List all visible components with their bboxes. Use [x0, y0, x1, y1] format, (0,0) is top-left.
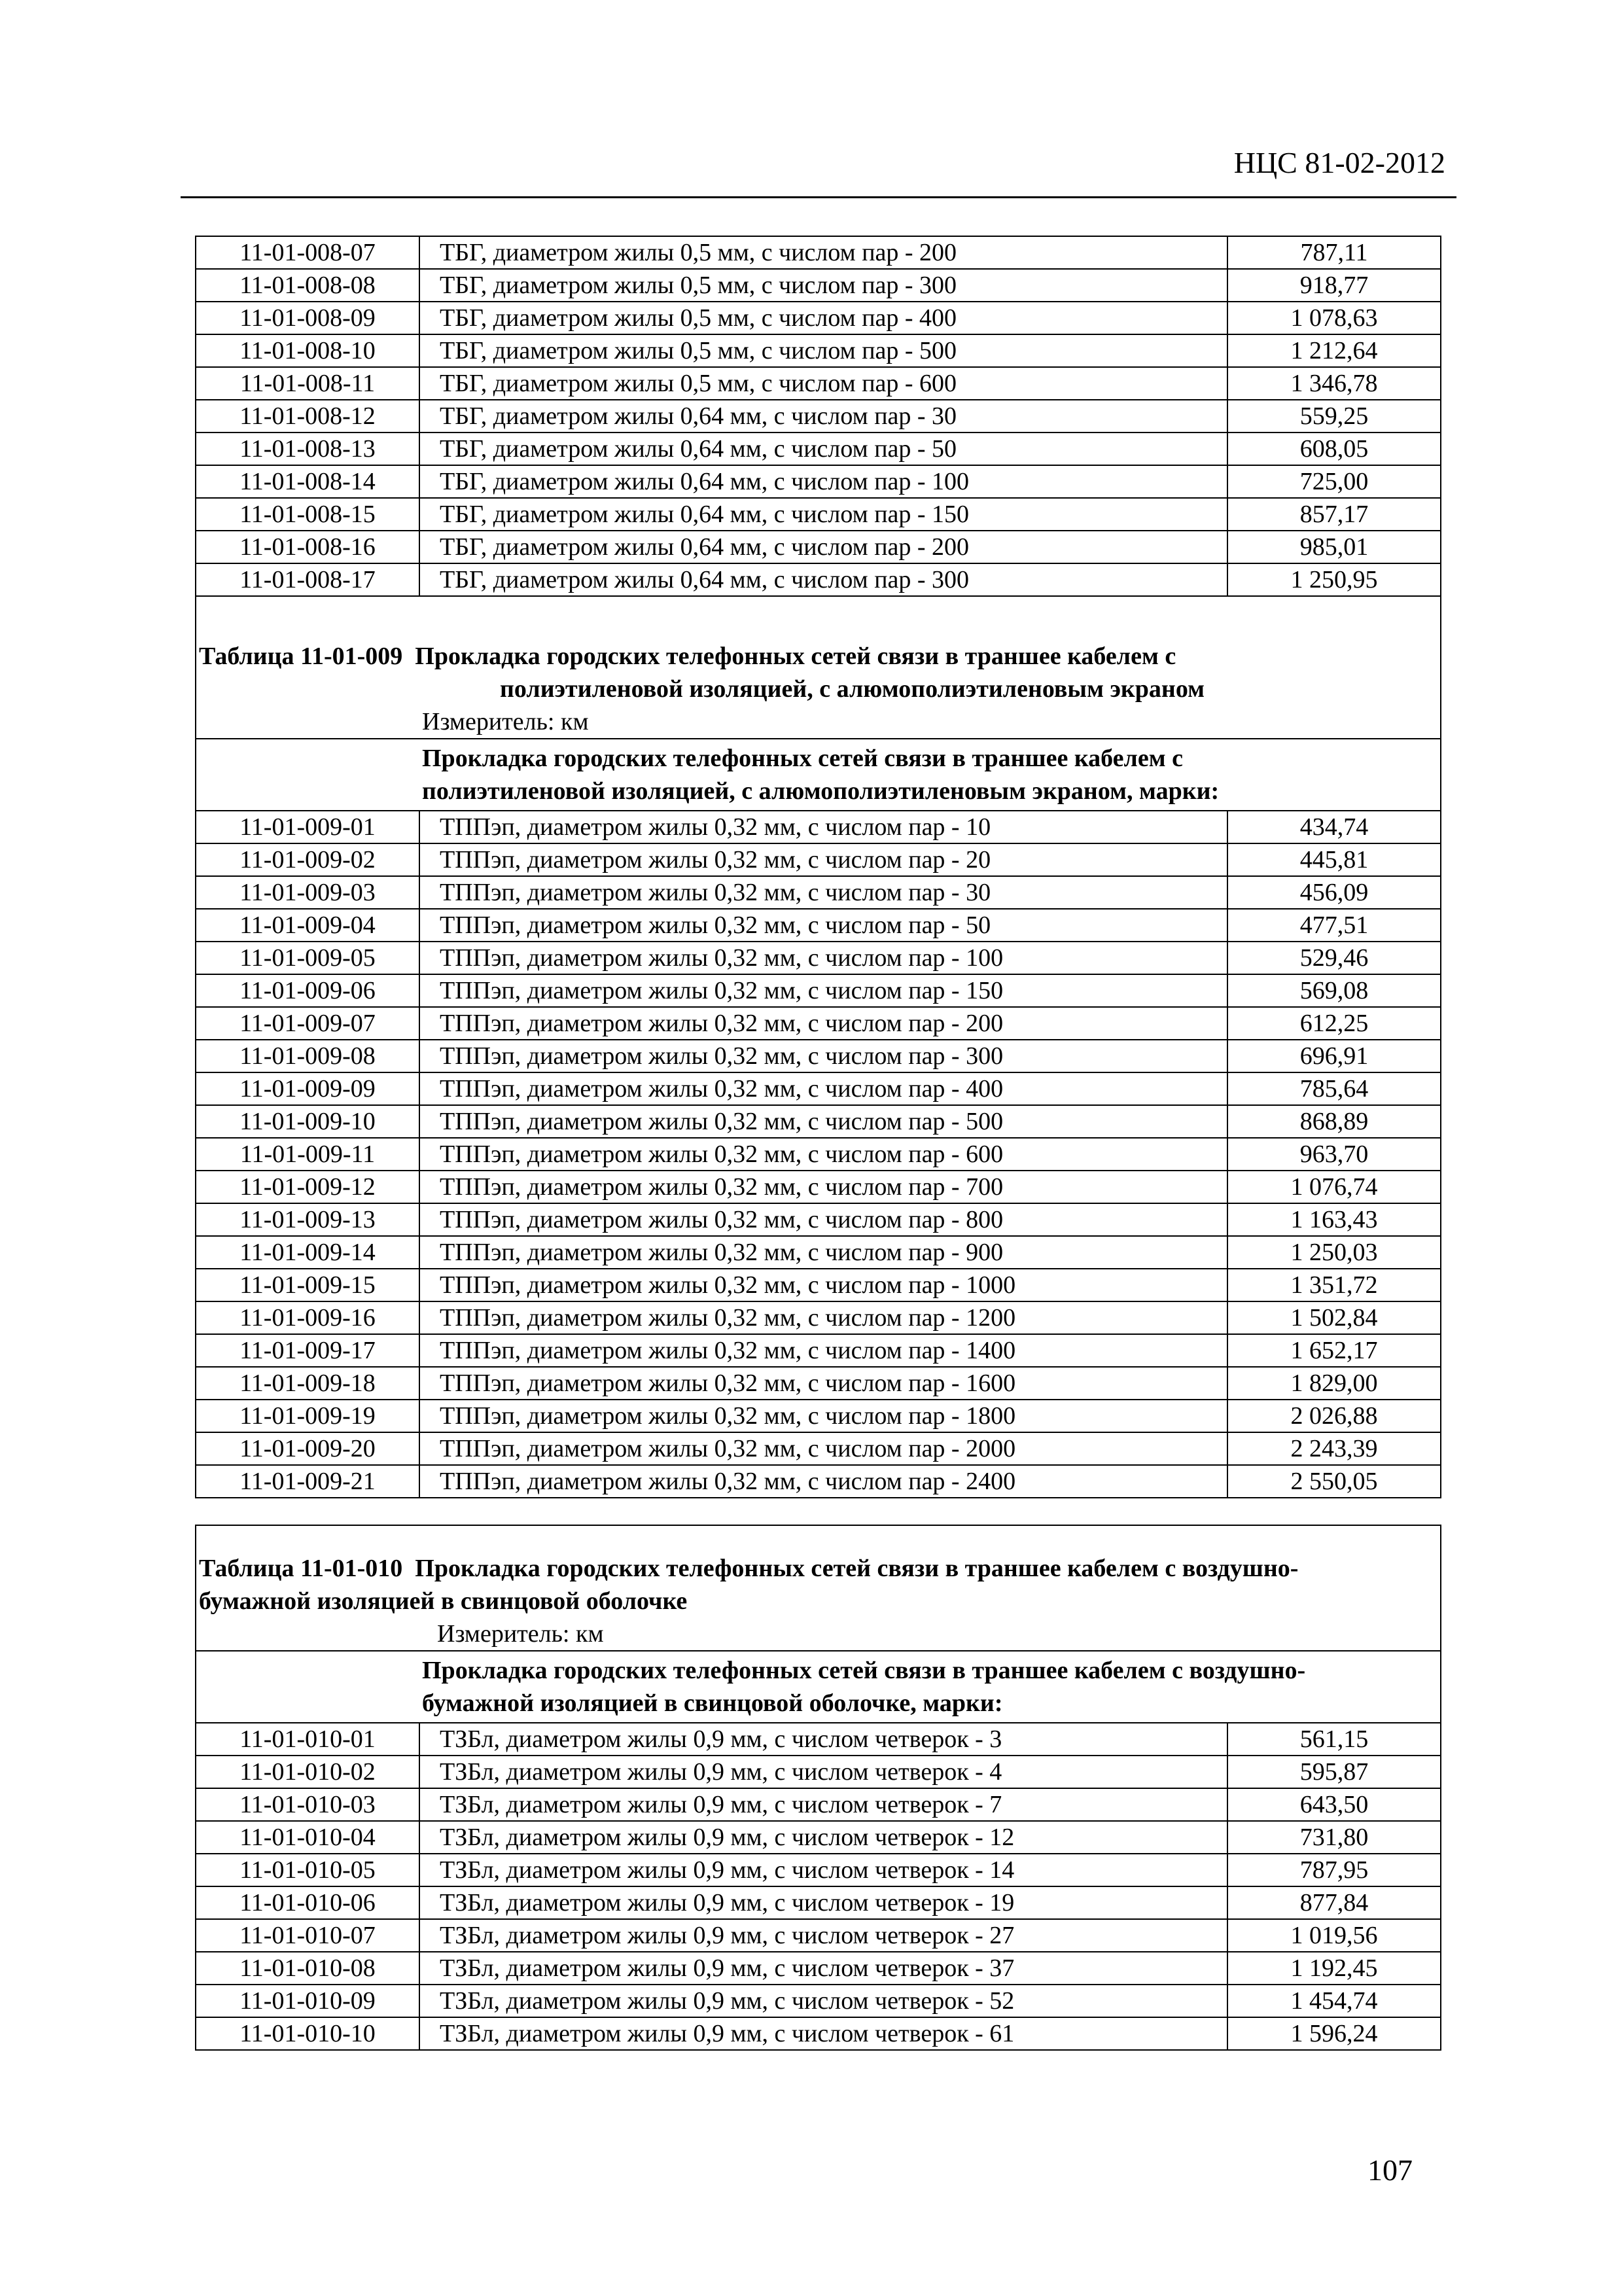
- price-table-008-009: [195, 236, 1441, 1498]
- row-code: 11-01-009-15: [196, 1269, 419, 1301]
- row-description: ТППэп, диаметром жилы 0,32 мм, с числом пар - 1400: [419, 1334, 1227, 1367]
- row-price: 725,00: [1227, 465, 1441, 498]
- table-010-group-line2: бумажной изоляцией в свинцовой оболочке, марки:: [422, 1689, 1003, 1717]
- row-description: ТППэп, диаметром жилы 0,32 мм, с числом пар - 2400: [419, 1465, 1227, 1498]
- table-row: [196, 1367, 1441, 1400]
- row-code: 11-01-010-05: [196, 1854, 419, 1886]
- row-price: 608,05: [1227, 433, 1441, 465]
- row-description: ТППэп, диаметром жилы 0,32 мм, с числом пар - 1800: [419, 1400, 1227, 1432]
- row-code: 11-01-009-01: [196, 811, 419, 843]
- row-price: 1 454,74: [1227, 1985, 1441, 2017]
- row-description: ТППэп, диаметром жилы 0,32 мм, с числом пар - 400: [419, 1072, 1227, 1105]
- row-code: 11-01-009-06: [196, 974, 419, 1007]
- table-010-title-line1: Прокладка городских телефонных сетей связи в траншее кабелем с воздушно-: [415, 1555, 1299, 1582]
- row-description: ТБГ, диаметром жилы 0,64 мм, с числом пар - 300: [419, 563, 1227, 596]
- row-description: ТБГ, диаметром жилы 0,64 мм, с числом пар - 100: [419, 465, 1227, 498]
- table-010-measure-row: [196, 1617, 1441, 1651]
- row-code: 11-01-008-11: [196, 367, 419, 400]
- row-description: ТБГ, диаметром жилы 0,5 мм, с числом пар - 200: [419, 236, 1227, 269]
- row-description: ТБГ, диаметром жилы 0,5 мм, с числом пар - 300: [419, 269, 1227, 302]
- table-row: [196, 1854, 1441, 1886]
- row-code: 11-01-010-02: [196, 1756, 419, 1788]
- row-price: 2 243,39: [1227, 1432, 1441, 1465]
- row-description: ТППэп, диаметром жилы 0,32 мм, с числом пар - 150: [419, 974, 1227, 1007]
- table-row: [196, 2017, 1441, 2050]
- table-row: [196, 811, 1441, 843]
- row-description: ТППэп, диаметром жилы 0,32 мм, с числом пар - 100: [419, 942, 1227, 974]
- row-code: 11-01-009-21: [196, 1465, 419, 1498]
- table-row: [196, 876, 1441, 909]
- row-code: 11-01-010-10: [196, 2017, 419, 2050]
- row-price: 1 250,03: [1227, 1236, 1441, 1269]
- table-009-group-row: [196, 739, 1441, 811]
- row-price: 1 652,17: [1227, 1334, 1441, 1367]
- document-code: НЦС 81-02-2012: [1233, 146, 1445, 179]
- table-row: [196, 334, 1441, 367]
- row-price: 1 351,72: [1227, 1269, 1441, 1301]
- table-row: [196, 1821, 1441, 1854]
- table-010-group-header: [196, 1651, 1441, 1723]
- table-009-group-line2: полиэтиленовой изоляцией, с алюмополиэтиленовым экраном, марки:: [422, 777, 1220, 805]
- row-description: ТЗБл, диаметром жилы 0,9 мм, с числом четверок - 4: [419, 1756, 1227, 1788]
- row-code: 11-01-009-10: [196, 1105, 419, 1138]
- row-description: ТППэп, диаметром жилы 0,32 мм, с числом пар - 700: [419, 1171, 1227, 1203]
- table-row: [196, 909, 1441, 942]
- row-description: ТППэп, диаметром жилы 0,32 мм, с числом пар - 50: [419, 909, 1227, 942]
- row-description: ТБГ, диаметром жилы 0,5 мм, с числом пар - 600: [419, 367, 1227, 400]
- row-price: 1 212,64: [1227, 334, 1441, 367]
- table-row: [196, 1919, 1441, 1952]
- table-row: [196, 531, 1441, 563]
- row-description: ТППэп, диаметром жилы 0,32 мм, с числом пар - 900: [419, 1236, 1227, 1269]
- row-code: 11-01-008-16: [196, 531, 419, 563]
- row-code: 11-01-009-11: [196, 1138, 419, 1171]
- row-price: 1 250,95: [1227, 563, 1441, 596]
- table-009-title-row: [196, 628, 1441, 705]
- table-row: [196, 1269, 1441, 1301]
- row-price: 2 550,05: [1227, 1465, 1441, 1498]
- table-row: [196, 1040, 1441, 1072]
- row-code: 11-01-009-19: [196, 1400, 419, 1432]
- row-code: 11-01-009-14: [196, 1236, 419, 1269]
- table-008-body: [196, 236, 1441, 596]
- row-price: 985,01: [1227, 531, 1441, 563]
- row-price: 456,09: [1227, 876, 1441, 909]
- row-description: ТЗБл, диаметром жилы 0,9 мм, с числом четверок - 12: [419, 1821, 1227, 1854]
- row-code: 11-01-009-02: [196, 843, 419, 876]
- table-row: [196, 465, 1441, 498]
- table-row: [196, 1400, 1441, 1432]
- table-row: [196, 1952, 1441, 1985]
- table-010-title-row: [196, 1552, 1441, 1617]
- row-code: 11-01-009-08: [196, 1040, 419, 1072]
- row-description: ТППэп, диаметром жилы 0,32 мм, с числом пар - 800: [419, 1203, 1227, 1236]
- row-description: ТППэп, диаметром жилы 0,32 мм, с числом пар - 1600: [419, 1367, 1227, 1400]
- row-description: ТБГ, диаметром жилы 0,64 мм, с числом пар - 200: [419, 531, 1227, 563]
- row-code: 11-01-009-09: [196, 1072, 419, 1105]
- table-row: [196, 269, 1441, 302]
- row-price: 787,95: [1227, 1854, 1441, 1886]
- table-row: [196, 1203, 1441, 1236]
- row-description: ТППэп, диаметром жилы 0,32 мм, с числом пар - 1200: [419, 1301, 1227, 1334]
- table-row: [196, 236, 1441, 269]
- row-description: ТБГ, диаметром жилы 0,5 мм, с числом пар - 500: [419, 334, 1227, 367]
- header-rule: [181, 196, 1456, 198]
- table-009-measure: Измеритель: км: [196, 705, 1441, 739]
- table-009-measure-row: [196, 705, 1441, 739]
- table-row: [196, 1007, 1441, 1040]
- row-code: 11-01-008-15: [196, 498, 419, 531]
- table-row: [196, 1105, 1441, 1138]
- row-code: 11-01-009-03: [196, 876, 419, 909]
- row-description: ТЗБл, диаметром жилы 0,9 мм, с числом четверок - 14: [419, 1854, 1227, 1886]
- row-description: ТЗБл, диаметром жилы 0,9 мм, с числом четверок - 27: [419, 1919, 1227, 1952]
- row-code: 11-01-010-01: [196, 1723, 419, 1756]
- table-row: [196, 1723, 1441, 1756]
- row-code: 11-01-009-20: [196, 1432, 419, 1465]
- table-row: [196, 1886, 1441, 1919]
- row-description: ТППэп, диаметром жилы 0,32 мм, с числом пар - 500: [419, 1105, 1227, 1138]
- table-row: [196, 974, 1441, 1007]
- row-code: 11-01-009-12: [196, 1171, 419, 1203]
- row-code: 11-01-008-07: [196, 236, 419, 269]
- table-row: [196, 942, 1441, 974]
- table-009-spacer-row: [196, 596, 1441, 628]
- row-price: 857,17: [1227, 498, 1441, 531]
- row-code: 11-01-009-05: [196, 942, 419, 974]
- table-009-group-header: [196, 739, 1441, 811]
- row-code: 11-01-008-12: [196, 400, 419, 433]
- row-price: 696,91: [1227, 1040, 1441, 1072]
- row-description: ТЗБл, диаметром жилы 0,9 мм, с числом четверок - 7: [419, 1788, 1227, 1821]
- row-code: 11-01-008-08: [196, 269, 419, 302]
- row-price: 918,77: [1227, 269, 1441, 302]
- row-description: ТБГ, диаметром жилы 0,64 мм, с числом пар - 150: [419, 498, 1227, 531]
- table-row: [196, 843, 1441, 876]
- row-code: 11-01-009-17: [196, 1334, 419, 1367]
- row-price: 612,25: [1227, 1007, 1441, 1040]
- table-010-measure: Измеритель: км: [196, 1617, 1441, 1651]
- row-code: 11-01-010-04: [196, 1821, 419, 1854]
- row-price: 731,80: [1227, 1821, 1441, 1854]
- row-price: 1 019,56: [1227, 1919, 1441, 1952]
- table-row: [196, 1788, 1441, 1821]
- table-010-label: Таблица 11-01-010: [199, 1555, 403, 1582]
- row-description: ТППэп, диаметром жилы 0,32 мм, с числом пар - 20: [419, 843, 1227, 876]
- row-price: 569,08: [1227, 974, 1441, 1007]
- row-price: 643,50: [1227, 1788, 1441, 1821]
- row-description: ТЗБл, диаметром жилы 0,9 мм, с числом четверок - 61: [419, 2017, 1227, 2050]
- row-description: ТБГ, диаметром жилы 0,5 мм, с числом пар - 400: [419, 302, 1227, 334]
- table-row: [196, 498, 1441, 531]
- row-code: 11-01-009-18: [196, 1367, 419, 1400]
- row-code: 11-01-009-07: [196, 1007, 419, 1040]
- table-009-body: [196, 811, 1441, 1498]
- row-price: 445,81: [1227, 843, 1441, 876]
- row-code: 11-01-009-13: [196, 1203, 419, 1236]
- table-010-section: [196, 1525, 1441, 1723]
- row-price: 787,11: [1227, 236, 1441, 269]
- row-price: 595,87: [1227, 1756, 1441, 1788]
- page-number: 107: [1367, 2153, 1413, 2187]
- table-row: [196, 563, 1441, 596]
- table-009-group-line1: Прокладка городских телефонных сетей связи в траншее кабелем с: [422, 745, 1183, 772]
- row-code: 11-01-009-04: [196, 909, 419, 942]
- row-price: 1 829,00: [1227, 1367, 1441, 1400]
- row-price: 529,46: [1227, 942, 1441, 974]
- table-row: [196, 1985, 1441, 2017]
- row-description: ТЗБл, диаметром жилы 0,9 мм, с числом четверок - 3: [419, 1723, 1227, 1756]
- table-row: [196, 1432, 1441, 1465]
- table-row: [196, 1334, 1441, 1367]
- row-price: 1 502,84: [1227, 1301, 1441, 1334]
- table-010-title-line2: бумажной изоляцией в свинцовой оболочке: [199, 1587, 688, 1615]
- table-row: [196, 367, 1441, 400]
- row-code: 11-01-008-13: [196, 433, 419, 465]
- row-description: ТППэп, диаметром жилы 0,32 мм, с числом пар - 2000: [419, 1432, 1227, 1465]
- row-price: 877,84: [1227, 1886, 1441, 1919]
- row-price: 963,70: [1227, 1138, 1441, 1171]
- row-description: ТБГ, диаметром жилы 0,64 мм, с числом пар - 30: [419, 400, 1227, 433]
- table-010-spacer-row: [196, 1525, 1441, 1552]
- row-price: 1 346,78: [1227, 367, 1441, 400]
- table-row: [196, 1465, 1441, 1498]
- row-description: ТППэп, диаметром жилы 0,32 мм, с числом пар - 10: [419, 811, 1227, 843]
- row-code: 11-01-010-03: [196, 1788, 419, 1821]
- row-description: ТБГ, диаметром жилы 0,64 мм, с числом пар - 50: [419, 433, 1227, 465]
- row-price: 1 163,43: [1227, 1203, 1441, 1236]
- row-description: ТППэп, диаметром жилы 0,32 мм, с числом пар - 30: [419, 876, 1227, 909]
- table-009-title-line1: Прокладка городских телефонных сетей связи в траншее кабелем с: [415, 643, 1176, 670]
- row-price: 1 076,74: [1227, 1171, 1441, 1203]
- table-010-body: [196, 1723, 1441, 2050]
- row-code: 11-01-010-08: [196, 1952, 419, 1985]
- table-row: [196, 1756, 1441, 1788]
- row-description: ТЗБл, диаметром жилы 0,9 мм, с числом четверок - 37: [419, 1952, 1227, 1985]
- row-description: ТЗБл, диаметром жилы 0,9 мм, с числом четверок - 52: [419, 1985, 1227, 2017]
- row-price: 434,74: [1227, 811, 1441, 843]
- row-description: ТППэп, диаметром жилы 0,32 мм, с числом пар - 1000: [419, 1269, 1227, 1301]
- table-row: [196, 302, 1441, 334]
- table-row: [196, 1171, 1441, 1203]
- row-code: 11-01-008-14: [196, 465, 419, 498]
- table-row: [196, 1301, 1441, 1334]
- row-description: ТППэп, диаметром жилы 0,32 мм, с числом пар - 600: [419, 1138, 1227, 1171]
- row-description: ТППэп, диаметром жилы 0,32 мм, с числом пар - 300: [419, 1040, 1227, 1072]
- table-009-label: Таблица 11-01-009: [199, 643, 403, 670]
- row-code: 11-01-008-17: [196, 563, 419, 596]
- table-row: [196, 400, 1441, 433]
- row-description: ТЗБл, диаметром жилы 0,9 мм, с числом четверок - 19: [419, 1886, 1227, 1919]
- table-009-section: [196, 596, 1441, 811]
- row-price: 785,64: [1227, 1072, 1441, 1105]
- row-description: ТППэп, диаметром жилы 0,32 мм, с числом пар - 200: [419, 1007, 1227, 1040]
- row-code: 11-01-008-10: [196, 334, 419, 367]
- row-code: 11-01-010-07: [196, 1919, 419, 1952]
- table-010-group-row: [196, 1651, 1441, 1723]
- row-price: 1 596,24: [1227, 2017, 1441, 2050]
- row-code: 11-01-010-09: [196, 1985, 419, 2017]
- row-price: 559,25: [1227, 400, 1441, 433]
- price-table-010: [195, 1525, 1441, 2051]
- table-009-title-line2: полиэтиленовой изоляцией, с алюмополиэтиленовым экраном: [500, 675, 1205, 703]
- row-price: 561,15: [1227, 1723, 1441, 1756]
- row-price: 868,89: [1227, 1105, 1441, 1138]
- table-row: [196, 1138, 1441, 1171]
- row-price: 2 026,88: [1227, 1400, 1441, 1432]
- row-price: 1 078,63: [1227, 302, 1441, 334]
- row-price: 1 192,45: [1227, 1952, 1441, 1985]
- row-code: 11-01-010-06: [196, 1886, 419, 1919]
- table-row: [196, 1236, 1441, 1269]
- row-price: 477,51: [1227, 909, 1441, 942]
- table-row: [196, 1072, 1441, 1105]
- row-code: 11-01-008-09: [196, 302, 419, 334]
- table-010-group-line1: Прокладка городских телефонных сетей связи в траншее кабелем с воздушно-: [422, 1657, 1306, 1684]
- table-row: [196, 433, 1441, 465]
- row-code: 11-01-009-16: [196, 1301, 419, 1334]
